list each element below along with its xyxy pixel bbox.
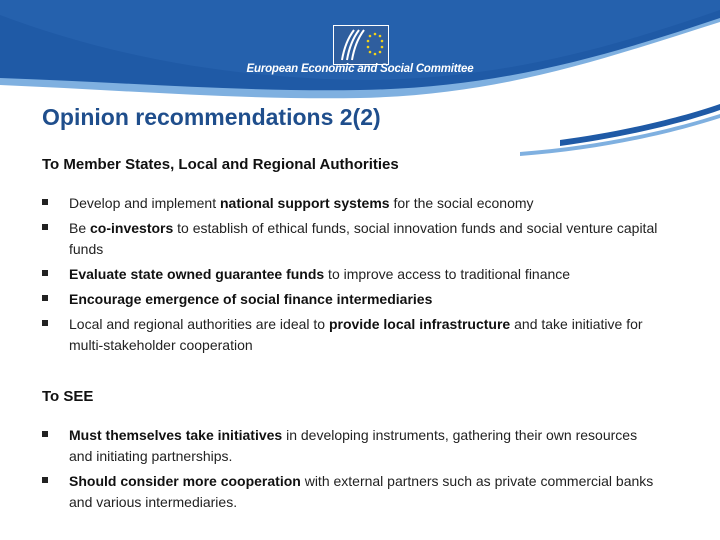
- header-banner: [0, 0, 720, 160]
- section-heading-member-states: To Member States, Local and Regional Authorities: [42, 156, 399, 173]
- bullet-square-icon: [42, 199, 48, 205]
- header-swoosh: [0, 0, 720, 160]
- eesc-logo-emblem: [334, 26, 388, 64]
- list-item: Must themselves take initiatives in developing instruments, gathering their own resources and initiating partnerships.: [42, 425, 662, 467]
- list-item: Should consider more cooperation with external partners such as private commercial banks and various intermediaries.: [42, 471, 662, 513]
- bullet-square-icon: [42, 477, 48, 483]
- bullet-square-icon: [42, 295, 48, 301]
- list-item: Develop and implement national support systems for the social economy: [42, 193, 662, 214]
- list-item: Encourage emergence of social finance intermediaries: [42, 289, 662, 310]
- list-item: Local and regional authorities are ideal to provide local infrastructure and take initiative for multi-stakeholder cooperation: [42, 314, 662, 356]
- list-item: Be co-investors to establish of ethical funds, social innovation funds and social venture capital funds: [42, 218, 662, 260]
- eesc-logo: [333, 25, 389, 65]
- section-heading-see: To SEE: [42, 388, 94, 405]
- slide-title: Opinion recommendations 2(2): [42, 104, 381, 130]
- bullet-square-icon: [42, 431, 48, 437]
- bullet-square-icon: [42, 224, 48, 230]
- bullet-square-icon: [42, 270, 48, 276]
- bullet-square-icon: [42, 320, 48, 326]
- list-item: Evaluate state owned guarantee funds to improve access to traditional finance: [42, 264, 662, 285]
- organization-name: European Economic and Social Committee: [246, 63, 474, 75]
